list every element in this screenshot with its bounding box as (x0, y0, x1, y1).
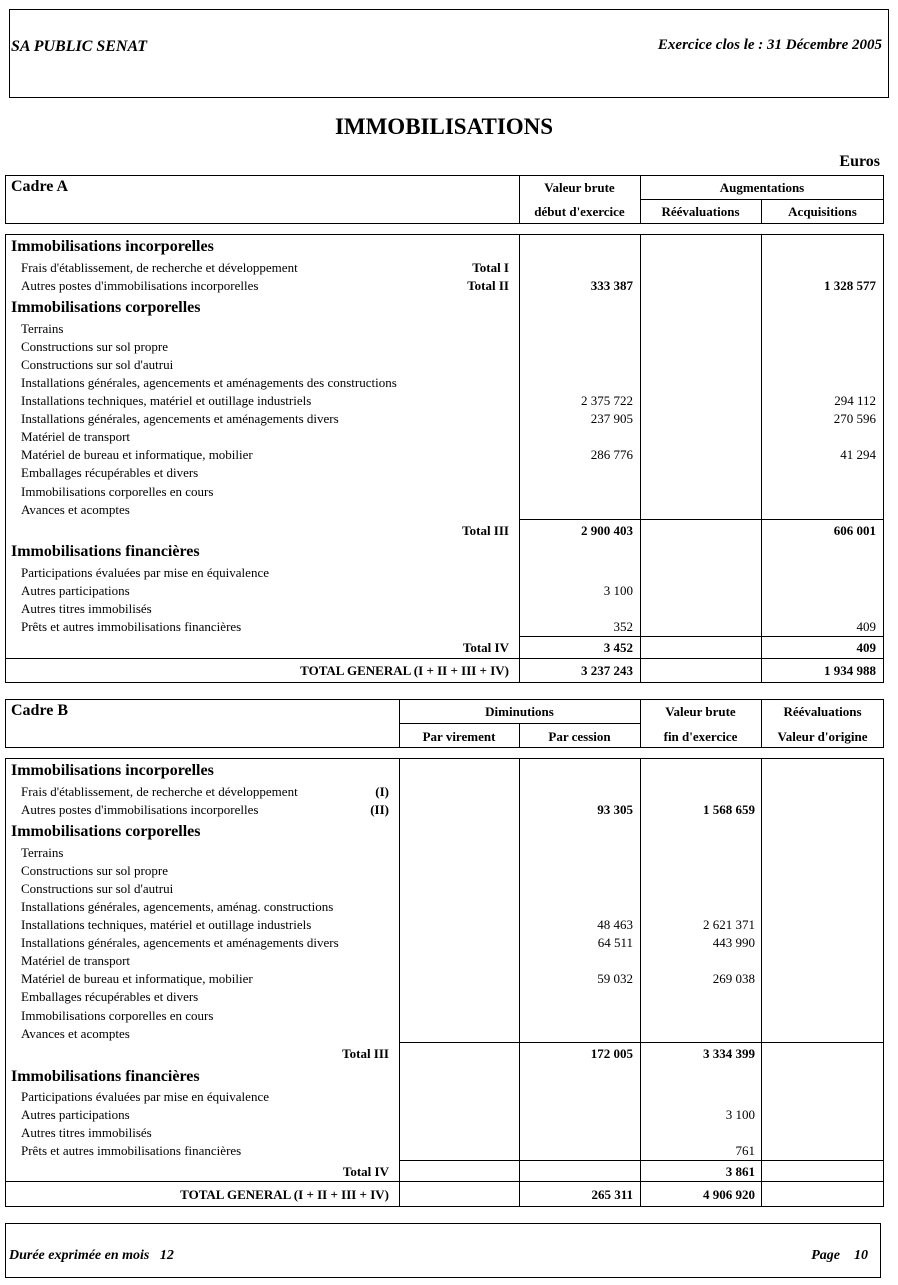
row-label: Autres participations (21, 1107, 130, 1122)
cadre-b-title: Cadre B (11, 702, 69, 719)
col-par-virement: Par virement (422, 729, 496, 744)
row-label: Autres postes d'immobilisations incorporelles (21, 278, 259, 293)
row-label: Immobilisations corporelles en cours (21, 484, 214, 499)
row-label: Emballages récupérables et divers (21, 465, 199, 480)
section-incorporelles: Immobilisations incorporelles (11, 762, 214, 779)
row-label: Immobilisations corporelles en cours (21, 1008, 214, 1023)
divider (519, 234, 520, 683)
divider (399, 1160, 884, 1161)
row-label: Constructions sur sol propre (21, 339, 168, 354)
row-total-label: Total I (472, 260, 509, 275)
col-reevaluations: Réévaluations (661, 204, 740, 219)
row-label: Constructions sur sol propre (21, 863, 168, 878)
section-financieres: Immobilisations financières (11, 543, 200, 560)
total-iv-label: Total IV (342, 1164, 389, 1179)
section-incorporelles: Immobilisations incorporelles (11, 238, 214, 255)
total-iv-label: Total IV (462, 640, 509, 655)
row-label: Autres titres immobilisés (21, 601, 152, 616)
cell-par-cession: 48 463 (597, 917, 633, 932)
divider (399, 758, 400, 1207)
row-label: Installations techniques, matériel et outillage industriels (21, 917, 312, 932)
row-total-label: Total II (467, 278, 509, 293)
col-acquisitions: Acquisitions (788, 204, 857, 219)
divider (519, 636, 884, 637)
divider (519, 758, 520, 1207)
cadre-a-title: Cadre A (11, 178, 69, 195)
divider (399, 1042, 884, 1043)
duration-label: Durée exprimée en mois 12 (9, 1248, 174, 1263)
cell-valeur-brute: 2 375 722 (581, 393, 633, 408)
cell-par-cession: 64 511 (597, 935, 633, 950)
cell-valeur-brute: 269 038 (712, 971, 755, 986)
currency-label: Euros (839, 153, 880, 170)
cell-valeur-brute: 761 (735, 1143, 755, 1158)
cell-valeur-brute: 1 568 659 (703, 802, 755, 817)
cell-valeur-brute: 237 905 (590, 411, 633, 426)
row-label: Matériel de bureau et informatique, mobilier (21, 447, 253, 462)
row-label: Constructions sur sol d'autrui (21, 357, 174, 372)
row-label: Prêts et autres immobilisations financières (21, 1143, 242, 1158)
total-general-label: TOTAL GENERAL (I + II + III + IV) (180, 1187, 389, 1202)
section-corporelles: Immobilisations corporelles (11, 299, 201, 316)
cell-valeur-brute: 3 100 (725, 1107, 755, 1122)
row-label: Constructions sur sol d'autrui (21, 881, 174, 896)
cell-acquisitions: 409 (856, 619, 876, 634)
col-valeur-origine: Valeur d'origine (777, 729, 868, 744)
divider (761, 234, 762, 683)
row-label: Autres postes d'immobilisations incorporelles (21, 802, 259, 817)
row-label: Avances et acomptes (21, 1026, 130, 1041)
total-general-valeur-brute: 4 906 920 (703, 1187, 755, 1202)
row-label: Installations générales, agencements et aménagements divers (21, 411, 339, 426)
total-iii-acquisitions: 606 001 (833, 523, 876, 538)
section-financieres: Immobilisations financières (11, 1068, 200, 1085)
page-number: Page 10 (811, 1248, 868, 1263)
total-general-acquisitions: 1 934 988 (824, 663, 876, 678)
row-label: Matériel de transport (21, 429, 131, 444)
cell-valeur-brute: 3 100 (603, 583, 633, 598)
total-iii-valeur-brute: 3 334 399 (703, 1046, 755, 1061)
row-label: Avances et acomptes (21, 502, 130, 517)
page-title: IMMOBILISATIONS (334, 114, 554, 139)
col-par-cession: Par cession (548, 729, 611, 744)
total-general-label: TOTAL GENERAL (I + II + III + IV) (300, 663, 509, 678)
section-corporelles: Immobilisations corporelles (11, 823, 201, 840)
cell-valeur-brute: 2 621 371 (703, 917, 755, 932)
cell-acquisitions: 41 294 (840, 447, 876, 462)
row-label: Installations générales, agencements et aménagements divers (21, 935, 339, 950)
divider (640, 199, 884, 200)
row-label: Autres participations (21, 583, 130, 598)
total-general-valeur-brute: 3 237 243 (581, 663, 633, 678)
row-label: Terrains (21, 845, 64, 860)
total-iii-label: Total III (462, 523, 509, 538)
row-label: Terrains (21, 321, 64, 336)
cell-valeur-brute: 286 776 (590, 447, 633, 462)
row-label: Participations évaluées par mise en équivalence (21, 1089, 269, 1104)
divider (640, 758, 641, 1207)
row-label: Matériel de transport (21, 953, 131, 968)
col-valeur-brute-1: Valeur brute (665, 704, 736, 719)
cell-valeur-brute: 352 (613, 619, 633, 634)
divider (5, 658, 884, 659)
cell-valeur-brute: 443 990 (712, 935, 755, 950)
col-augmentations: Augmentations (719, 180, 805, 195)
row-total-label: (II) (370, 802, 389, 817)
col-valeur-brute-2: fin d'exercice (663, 729, 738, 744)
total-iv-valeur-brute: 3 861 (725, 1164, 755, 1179)
company-name: SA PUBLIC SENAT (11, 38, 148, 55)
col-diminutions: Diminutions (485, 704, 554, 719)
total-iv-valeur-brute: 3 452 (603, 640, 633, 655)
total-iii-valeur-brute: 2 900 403 (581, 523, 633, 538)
col-valeur-brute-2: début d'exercice (534, 204, 625, 219)
row-label: Autres titres immobilisés (21, 1125, 152, 1140)
row-label: Participations évaluées par mise en équivalence (21, 565, 269, 580)
total-general-par-cession: 265 311 (591, 1187, 633, 1202)
row-label: Frais d'établissement, de recherche et développement (21, 784, 298, 799)
row-label: Matériel de bureau et informatique, mobilier (21, 971, 253, 986)
row-label: Installations générales, agencements, aménag. constructions (21, 899, 334, 914)
col-valeur-brute-1: Valeur brute (544, 180, 615, 195)
total-iv-acquisitions: 409 (856, 640, 876, 655)
cell-acquisitions: 1 328 577 (824, 278, 876, 293)
cell-par-cession: 59 032 (597, 971, 633, 986)
divider (761, 758, 762, 1207)
row-label: Installations générales, agencements et aménagements des constructions (21, 375, 397, 390)
cell-par-cession: 93 305 (597, 802, 633, 817)
divider (5, 1181, 884, 1182)
row-total-label: (I) (375, 784, 389, 799)
total-iii-par-cession: 172 005 (590, 1046, 633, 1061)
total-iii-label: Total III (342, 1046, 389, 1061)
divider (640, 234, 641, 683)
exercise-date: Exercice clos le : 31 Décembre 2005 (657, 37, 882, 53)
col-reevaluations: Réévaluations (783, 704, 862, 719)
row-label: Frais d'établissement, de recherche et développement (21, 260, 298, 275)
cell-valeur-brute: 333 387 (590, 278, 633, 293)
row-label: Emballages récupérables et divers (21, 989, 199, 1004)
row-label: Installations techniques, matériel et outillage industriels (21, 393, 312, 408)
cell-acquisitions: 270 596 (833, 411, 876, 426)
divider (519, 519, 884, 520)
row-label: Prêts et autres immobilisations financières (21, 619, 242, 634)
cell-acquisitions: 294 112 (834, 393, 876, 408)
